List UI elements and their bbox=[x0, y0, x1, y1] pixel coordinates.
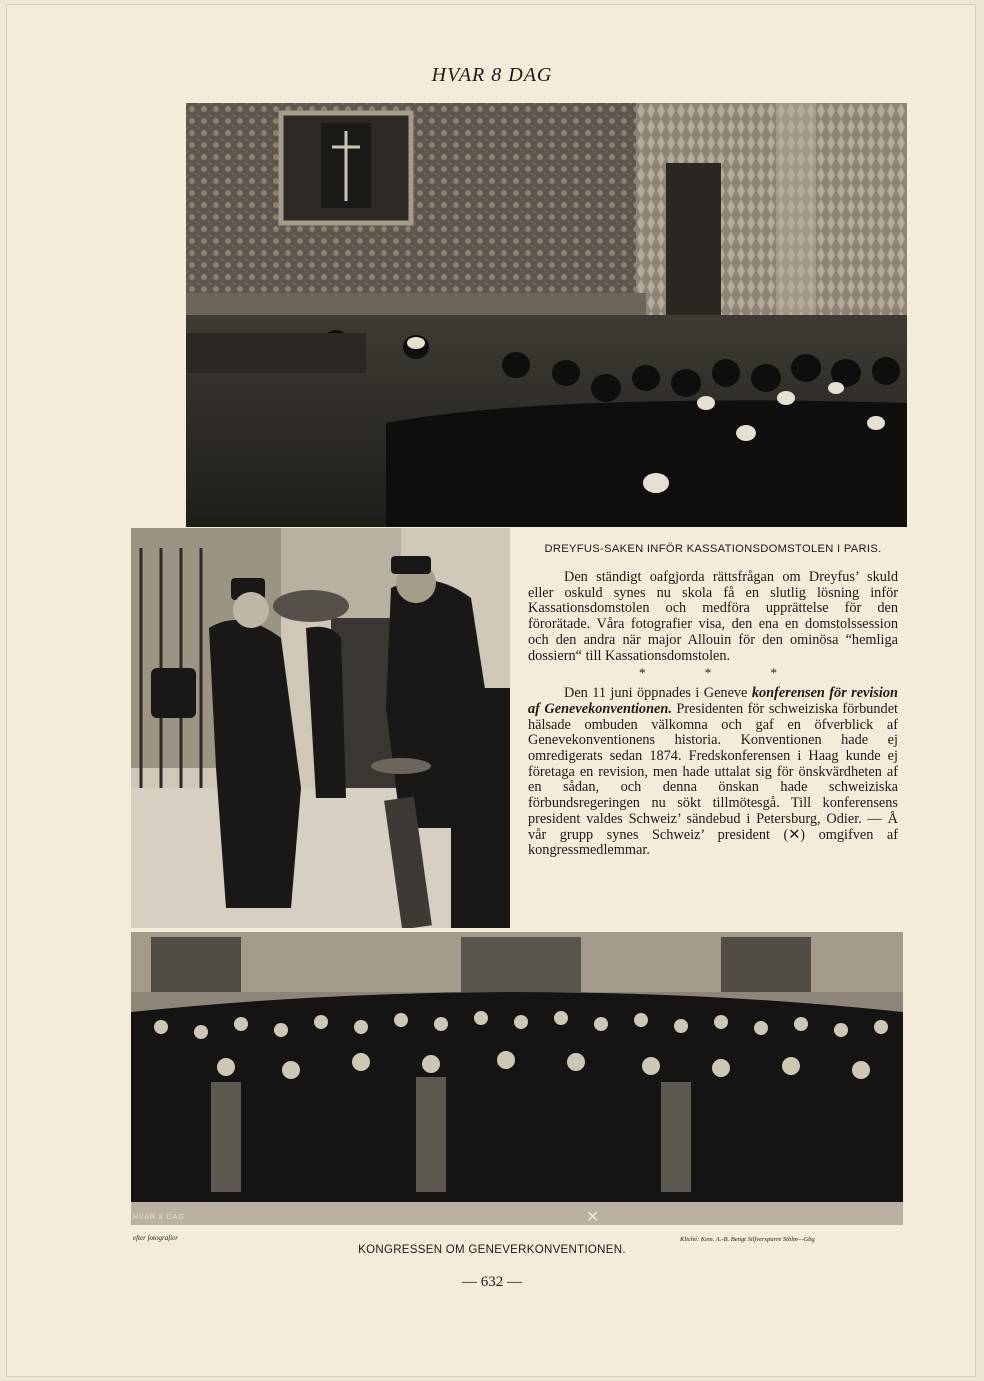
dreyfus-paragraph: Den ständigt oafgjorda rättsfrågan om Dreyfus’ skuld eller oskuld synes nu skola få en slutlig lösning inför Kassationsdomstolen och medföra upprättelse för den förorätade. Våra fotografier visa, den ena en domstolssession och den andra när major Allouin för den ominösa “hemliga dossiern“ till Kassationsdomstolen. bbox=[528, 569, 898, 664]
svg-text:✕: ✕ bbox=[586, 1207, 600, 1225]
section-separator: * * * bbox=[639, 665, 805, 681]
article-column bbox=[528, 542, 898, 859]
cliche-credit: Kliché: Kem. A.-B. Bengt Silfversparre Sthlm—Gbg bbox=[680, 1236, 815, 1243]
photo-credit: efter fotografier bbox=[133, 1234, 178, 1242]
congress-caption: KONGRESSEN OM GENEVERKONVENTIONEN. bbox=[358, 1244, 626, 1256]
major-allouin-photo bbox=[131, 528, 510, 928]
court-session-photo bbox=[186, 103, 907, 527]
page-header-title: HVAR 8 DAG bbox=[431, 64, 553, 86]
geneva-paragraph-rest: Presidenten för schweiziska förbundet hälsade ombuden välkomna och gaf en öfverblick af Genevekonventionens historia. Konventionen hade ej omredigerats sedan 1874. Fredskonferensen i Haag kunde ej företaga en revision, men hade uttalat sig för önskvärdheten af en sådan, och denna önskan hade schweiziska förbundsregeringen nu sökt tillmötesgå. Till konferensens president valdes Schweiz’ sändebud i Petersburg, Odier. — Å vår grupp synes Schweiz’ president (✕) omgifven af kongressmedlemmar. bbox=[528, 700, 899, 859]
congress-group-photo bbox=[131, 932, 903, 1225]
photo-watermark: HVAR 8 DAG bbox=[133, 1214, 185, 1221]
dreyfus-caption: DREYFUS-SAKEN INFÖR KASSATIONSDOMSTOLEN I PARIS. bbox=[544, 543, 882, 555]
page-number: — 632 — bbox=[462, 1274, 522, 1290]
conference-title-emphasis: konferensen för revision af Genevekonventionen. bbox=[528, 685, 899, 717]
geneva-paragraph bbox=[528, 686, 898, 859]
geneva-paragraph-start: Den 11 juni öppnades i Geneve bbox=[564, 685, 752, 702]
